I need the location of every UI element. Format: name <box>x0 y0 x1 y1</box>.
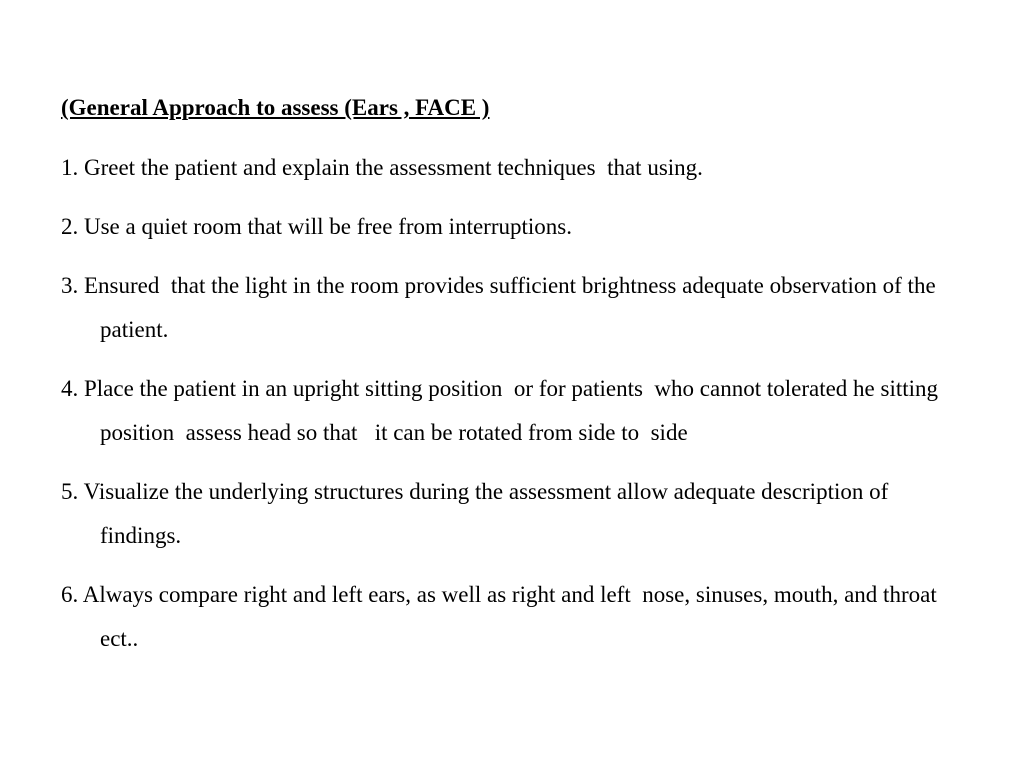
step-2: 2. Use a quiet room that will be free from interruptions. <box>61 214 572 239</box>
step-3: 3. Ensured that the light in the room provides sufficient brightness adequate observation of the patient. <box>61 273 942 342</box>
step-6: 6. Always compare right and left ears, as well as right and left nose, sinuses, mouth, and throat ect.. <box>61 582 949 651</box>
step-5: 5. Visualize the underlying structures during the assessment allow adequate description of findings. <box>61 479 895 548</box>
slide-content <box>61 88 971 676</box>
step-4: 4. Place the patient in an upright sitting position or for patients who cannot tolerated he sitting position assess head so that it can be rotated from side to side <box>61 376 944 445</box>
step-1: 1. Greet the patient and explain the assessment techniques that using. <box>61 155 703 180</box>
steps-list <box>61 146 971 661</box>
slide-heading: (General Approach to assess (Ears , FACE ) <box>61 95 490 120</box>
